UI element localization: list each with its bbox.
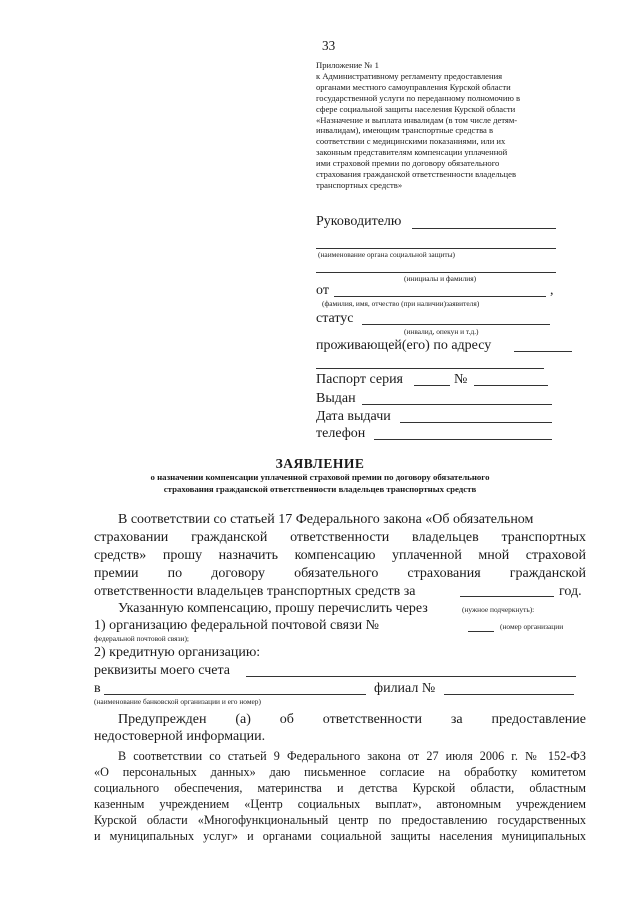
- issued-field[interactable]: [362, 404, 552, 405]
- consent-line: Курской области «Многофункциональный центр по предоставлению государственных: [94, 813, 586, 827]
- hint-initials: (инициалы и фамилия): [404, 274, 477, 283]
- appendix-line: Приложение № 1: [316, 60, 379, 70]
- p1-line: премии по договору обязательного страхования гражданской: [94, 566, 586, 581]
- organ-name-field[interactable]: [316, 248, 556, 249]
- ot-label: от: [316, 283, 329, 298]
- account-label: реквизиты моего счета: [94, 663, 230, 678]
- p1-line: средств» прошу назначить компенсацию уплаченной мной страховой: [94, 548, 586, 563]
- appendix-line: сфере социальной защиты населения Курской области: [316, 103, 516, 114]
- branch-number-field[interactable]: [444, 694, 574, 695]
- hint-fio: (фамилия, имя, отчество (при наличии)заявителя): [322, 299, 480, 308]
- status-label: статус: [316, 311, 354, 326]
- passport-number-field[interactable]: [474, 385, 548, 386]
- consent-line: и муниципальных услуг» и органами социальной защиты населения муниципальных: [94, 829, 586, 843]
- p2-hint: (нужное подчеркнуть):: [462, 605, 535, 614]
- option1-text: 1) организацию федеральной почтовой связи №: [94, 618, 379, 633]
- account-field[interactable]: [246, 676, 576, 677]
- appendix-line: к Административному регламенту предоставления: [316, 70, 503, 81]
- warning-line2: недостоверной информации.: [94, 729, 266, 744]
- year-field[interactable]: [460, 596, 554, 597]
- page-number: 33: [322, 38, 336, 53]
- bank-name-field[interactable]: [104, 694, 366, 695]
- appendix-line: «Назначение и выплата инвалидам (в том числе детям-: [316, 114, 518, 125]
- appendix-line: государственной услуги по переданному полномочию в: [316, 92, 521, 103]
- appendix-line: ими страховой премии по договору обязательного: [316, 158, 500, 169]
- address-label: проживающей(его) по адресу: [316, 338, 492, 353]
- passport-number-sign: №: [454, 372, 468, 387]
- appendix-line: органами местного самоуправления Курской области: [316, 81, 511, 92]
- phone-label: телефон: [316, 426, 366, 441]
- p1-line: страховании гражданской ответственности владельцев транспортных: [94, 530, 586, 545]
- statement-subtitle-line2: страхования гражданской ответственности владельцев транспортных средств: [163, 484, 477, 494]
- p2-text: Указанную компенсацию, прошу перечислить через: [118, 601, 428, 616]
- issue-date-field[interactable]: [400, 422, 552, 423]
- phone-field[interactable]: [374, 439, 552, 440]
- branch-label: филиал №: [374, 681, 436, 696]
- p1-year: год.: [559, 584, 582, 599]
- p1-line: В соответствии со статьей 17 Федерального закона «Об обязательном: [118, 512, 534, 527]
- appendix-line: законным представителям компенсации уплаченной: [316, 147, 508, 158]
- bank-prefix: в: [94, 681, 101, 696]
- appendix-line: транспортных средств»: [316, 179, 403, 190]
- option2-text: 2) кредитную организацию:: [94, 645, 261, 660]
- hint-organ: (наименование органа социальной защиты): [318, 250, 456, 259]
- status-field[interactable]: [362, 324, 550, 325]
- appendix-block: [316, 60, 520, 191]
- appendix-line: инвалидам), имеющим транспортные средства в: [316, 125, 494, 136]
- applicant-fio-field[interactable]: [334, 296, 546, 297]
- consent-line: «О персональных данных» даю письменное согласие на обработку комитетом: [94, 765, 586, 779]
- initials-field[interactable]: [316, 272, 556, 273]
- head-name-field[interactable]: [412, 228, 556, 229]
- rukovoditelyu-label: Руководителю: [316, 214, 402, 229]
- consent-line: социального обеспечения, материнства и детства Курской области, областным: [94, 781, 586, 795]
- bank-hint: (наименование банковской организации и его номер): [94, 697, 261, 706]
- option1-hint-b: федеральной почтовой связи);: [94, 634, 189, 643]
- address-field-line2[interactable]: [316, 368, 544, 369]
- warning-line1: Предупрежден (а) об ответственности за предоставление: [118, 712, 586, 727]
- statement-subtitle-line1: о назначении компенсации уплаченной страховой премии по договору обязательного: [150, 472, 490, 482]
- issue-date-label: Дата выдачи: [316, 409, 391, 424]
- passport-series-label: Паспорт серия: [316, 372, 403, 387]
- option1-hint-a: (номер организации: [500, 622, 564, 631]
- post-office-number-field[interactable]: [468, 631, 494, 632]
- statement-title: ЗАЯВЛЕНИЕ: [275, 456, 365, 471]
- ot-comma: ,: [550, 283, 554, 298]
- consent-line: В соответствии со статьей 9 Федерального закона от 27 июля 2006 г. № 152-ФЗ: [118, 749, 586, 763]
- issued-label: Выдан: [316, 391, 356, 406]
- passport-series-field[interactable]: [414, 385, 450, 386]
- hint-status: (инвалид, опекун и т.д.): [404, 327, 479, 336]
- appendix-line: соответствии с медицинскими показаниями, или их: [316, 136, 506, 147]
- address-field[interactable]: [514, 351, 572, 352]
- consent-line: казенным учреждением «Центр социальных выплат», автономным учреждением: [94, 797, 586, 811]
- appendix-line: страхования гражданской ответственности владельцев: [316, 169, 517, 180]
- p1-line: ответственности владельцев транспортных средств за: [94, 584, 416, 599]
